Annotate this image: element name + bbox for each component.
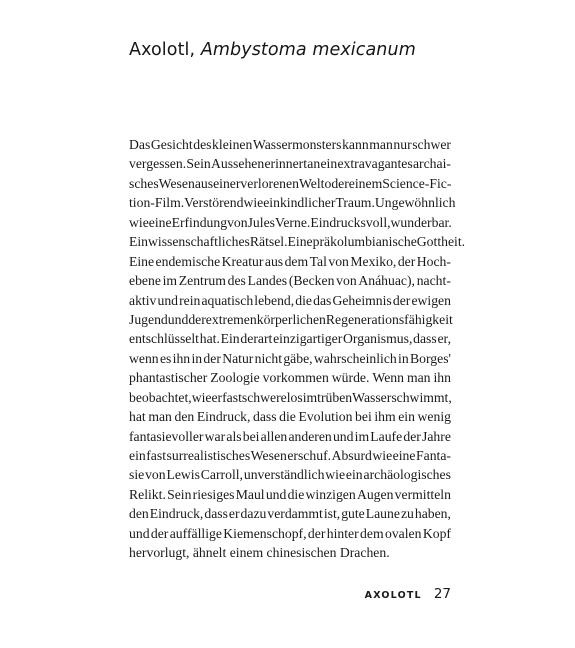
text-line	[129, 193, 456, 212]
word: Jules	[247, 214, 275, 230]
word: wissenschaftliches	[148, 234, 250, 250]
word: riesiges	[192, 486, 235, 502]
word: bei	[355, 409, 372, 425]
word: als	[226, 428, 242, 444]
word: Zoologie	[210, 370, 260, 386]
word: gute	[341, 506, 365, 522]
word: Anáhuac),	[358, 273, 415, 289]
word: dem	[360, 525, 384, 541]
word: ihn	[172, 350, 191, 366]
word: aus	[194, 175, 214, 191]
word: ihn	[433, 370, 451, 386]
word: Gesicht	[150, 137, 193, 152]
body-paragraph	[129, 135, 466, 563]
word: Wesen	[158, 175, 195, 191]
word: das	[313, 292, 332, 308]
word: eine	[148, 214, 172, 230]
word: und	[157, 292, 178, 308]
word: Zentrum	[178, 273, 226, 289]
word: von	[328, 253, 349, 269]
word: Kopf	[422, 525, 451, 541]
word: er	[211, 389, 223, 405]
word: Jahre	[422, 428, 451, 444]
word: Science-Fic-	[382, 175, 452, 191]
word: wahrscheinlich	[313, 350, 397, 366]
word: im	[354, 428, 370, 444]
word: kann	[342, 137, 369, 152]
word: fantasievoller	[129, 428, 204, 444]
word: der	[203, 350, 221, 366]
word: Verne.	[274, 214, 311, 230]
word: einer	[213, 175, 241, 191]
word: Landes	[247, 273, 288, 289]
word: verlorenen	[240, 175, 299, 191]
word: Maul	[235, 486, 265, 502]
word: Eindrucksvoll,	[310, 214, 391, 230]
text-line	[129, 213, 451, 232]
word: surrealistisches	[166, 448, 251, 463]
word: schwer	[412, 137, 451, 152]
word: wie	[243, 195, 264, 211]
word: Wasser	[352, 389, 392, 405]
word: ewigen	[411, 292, 451, 308]
word: chinesischen	[266, 545, 337, 561]
text-line	[129, 368, 451, 387]
word: Sein	[186, 156, 211, 172]
word: und	[129, 525, 150, 541]
word: die	[287, 486, 305, 502]
word: rein	[179, 292, 201, 308]
word: extravagantes	[337, 156, 413, 172]
word: Kreatur	[221, 253, 264, 269]
title-scientific-name: Ambystoma mexicanum	[200, 40, 416, 60]
word: oder	[324, 175, 349, 191]
word: im	[302, 389, 318, 405]
text-line	[129, 174, 451, 193]
text-line	[129, 446, 451, 465]
text-line	[129, 135, 451, 154]
word: erinnert	[264, 156, 308, 172]
word: allen	[260, 428, 288, 444]
word: gäbe,	[283, 350, 313, 366]
word: Sein	[167, 486, 192, 502]
word: des	[227, 273, 246, 289]
word: (Becken	[288, 273, 335, 289]
word: nur	[393, 137, 412, 152]
word: Drachen.	[339, 545, 390, 561]
word: von	[145, 467, 166, 483]
word: trüben	[317, 389, 353, 405]
word: Regenerationsfähigkeit	[325, 311, 453, 327]
word: archai-	[412, 156, 451, 172]
word: einzigartiger	[273, 331, 343, 347]
word: dem	[284, 253, 309, 269]
word: war	[204, 428, 226, 444]
word: Wesen	[250, 448, 287, 463]
word: hat	[129, 409, 146, 425]
word: man	[148, 409, 172, 425]
word: Jugend	[129, 311, 168, 327]
word: den	[174, 409, 195, 425]
word: vorkommen	[262, 370, 329, 386]
word: haben,	[414, 506, 451, 522]
word: ein	[129, 448, 146, 463]
word: hervorlugt,	[129, 545, 190, 561]
word: Natur	[222, 350, 254, 366]
word: kleinen	[212, 137, 253, 152]
word: Ein	[129, 234, 149, 250]
word: körperlichen	[256, 311, 326, 327]
word: man	[369, 137, 393, 152]
word: des	[193, 137, 212, 152]
word: ebene	[129, 273, 161, 289]
word: wie	[191, 389, 212, 405]
word: der	[150, 525, 169, 541]
text-line	[129, 388, 451, 407]
word: Geheimnis	[332, 292, 392, 308]
word: ovalen	[384, 525, 422, 541]
word: Borges'	[410, 350, 451, 366]
word: Welt	[298, 175, 325, 191]
word: lebend,	[254, 292, 295, 308]
word: von	[227, 214, 248, 230]
word: Gottheit.	[416, 234, 466, 250]
text-line	[129, 252, 451, 271]
text-line	[129, 427, 451, 446]
word: Laufe	[370, 428, 403, 444]
running-head: AXOLOTL	[364, 590, 422, 601]
word: der	[392, 292, 411, 308]
word: Carroll,	[200, 467, 243, 483]
word: wenig	[417, 409, 451, 425]
word: von	[336, 273, 357, 289]
word: Organismus,	[343, 331, 413, 347]
word: man	[406, 370, 431, 386]
word: Ungewöhnlich	[374, 195, 456, 211]
text-line	[129, 543, 451, 562]
word: Erfindung	[171, 214, 228, 230]
word: einem	[229, 545, 264, 561]
word: ein	[398, 409, 415, 425]
word: anderen	[288, 428, 332, 444]
word: der	[188, 311, 206, 327]
word: und	[167, 311, 189, 327]
word: der	[307, 525, 326, 541]
word: zu	[400, 506, 414, 522]
word: derart	[240, 331, 273, 347]
text-line	[129, 232, 466, 251]
word: fast	[146, 448, 167, 463]
text-line	[129, 310, 451, 329]
word: den	[129, 506, 149, 522]
word: erschuf.	[287, 448, 332, 463]
text-line	[129, 271, 451, 290]
word: wie	[372, 448, 393, 463]
word: Verstörend	[184, 195, 244, 211]
word: wie	[129, 214, 149, 230]
text-line	[129, 407, 451, 426]
word: sie	[129, 467, 145, 483]
text-line	[129, 504, 451, 523]
page-footer	[365, 586, 451, 602]
word: einem	[348, 175, 383, 191]
word: dass	[253, 409, 277, 425]
word: archäologisches	[363, 467, 451, 483]
word: ein	[320, 156, 338, 172]
text-line	[129, 291, 451, 310]
word: extremen	[205, 311, 257, 327]
word: die	[279, 409, 296, 425]
word: fast	[222, 389, 242, 405]
word: nacht-	[416, 273, 451, 289]
word: entschlüsselt	[129, 331, 199, 347]
word: dass	[413, 331, 437, 347]
word: und	[265, 486, 287, 502]
word: Wenn	[372, 370, 404, 386]
word: verdammt	[267, 506, 323, 522]
word: Eine	[287, 234, 313, 250]
chapter-title	[129, 40, 416, 60]
word: Hoch-	[416, 253, 451, 269]
word: Lewis	[166, 467, 200, 483]
word: wunderbar.	[390, 214, 452, 230]
word: an	[307, 156, 321, 172]
word: Absurd	[331, 448, 372, 463]
word: Das	[129, 137, 151, 152]
text-line	[129, 349, 451, 368]
word: winzigen	[305, 486, 356, 502]
word: in	[191, 350, 203, 366]
word: er,	[437, 331, 451, 347]
word: hat.	[199, 331, 220, 347]
word: ein	[263, 195, 280, 211]
word: ist,	[323, 506, 341, 522]
word: schwimmt,	[391, 389, 452, 405]
text-line	[129, 329, 451, 348]
word: Wassermonsters	[252, 137, 342, 152]
text-line	[129, 524, 451, 543]
word: Eindruck,	[196, 409, 251, 425]
word: hinter	[326, 525, 359, 541]
word: Mexiko,	[350, 253, 397, 269]
word: dass	[204, 506, 228, 522]
word: wenn	[129, 350, 159, 366]
word: in	[398, 350, 409, 366]
word: es	[159, 350, 172, 366]
word: aktiv	[129, 292, 157, 308]
word: vermitteln	[394, 486, 451, 502]
word: schwerelos	[241, 389, 303, 405]
word: der	[403, 428, 421, 444]
word: bei	[242, 428, 260, 444]
word: auffällige	[169, 525, 222, 541]
word: Fanta-	[416, 448, 451, 463]
word: aquatisch	[201, 292, 254, 308]
word: kindlicher	[279, 195, 336, 211]
word: Augen	[356, 486, 394, 502]
word: präkolumbianische	[312, 234, 417, 250]
word: eine	[392, 448, 416, 463]
text-line	[129, 465, 451, 484]
word: vergessen.	[129, 156, 187, 172]
word: endemische	[155, 253, 221, 269]
word: Kiemenschopf,	[223, 525, 307, 541]
word: der	[397, 253, 416, 269]
word: aus	[264, 253, 284, 269]
word: tion-Film.	[129, 195, 185, 211]
text-line	[129, 485, 451, 504]
word: und	[332, 428, 354, 444]
word: Tal	[309, 253, 327, 269]
word: sches	[129, 175, 159, 191]
word: Eine	[129, 253, 155, 269]
page-number: 27	[433, 586, 451, 602]
word: Rätsel.	[249, 234, 288, 250]
word: die	[295, 292, 313, 308]
word: ein	[345, 467, 363, 483]
word: Eindruck,	[149, 506, 204, 522]
title-common-name: Axolotl,	[129, 40, 201, 60]
word: er	[228, 506, 240, 522]
word: Aussehen	[211, 156, 265, 172]
word: dazu	[240, 506, 267, 522]
text-line	[129, 154, 451, 173]
word: Traum.	[335, 195, 375, 211]
word: unverständlich	[243, 467, 325, 483]
word: würde.	[331, 370, 370, 386]
word: beobachtet,	[129, 389, 192, 405]
word: Relikt.	[129, 486, 166, 502]
word: ähnelt	[192, 545, 227, 561]
word: Evolution	[298, 409, 353, 425]
word: im	[162, 273, 178, 289]
word: wie	[325, 467, 346, 483]
word: Ein	[220, 331, 240, 347]
word: nicht	[254, 350, 283, 366]
word: phantastischer	[129, 370, 208, 386]
word: Laune	[365, 506, 400, 522]
word: ihm	[374, 409, 396, 425]
